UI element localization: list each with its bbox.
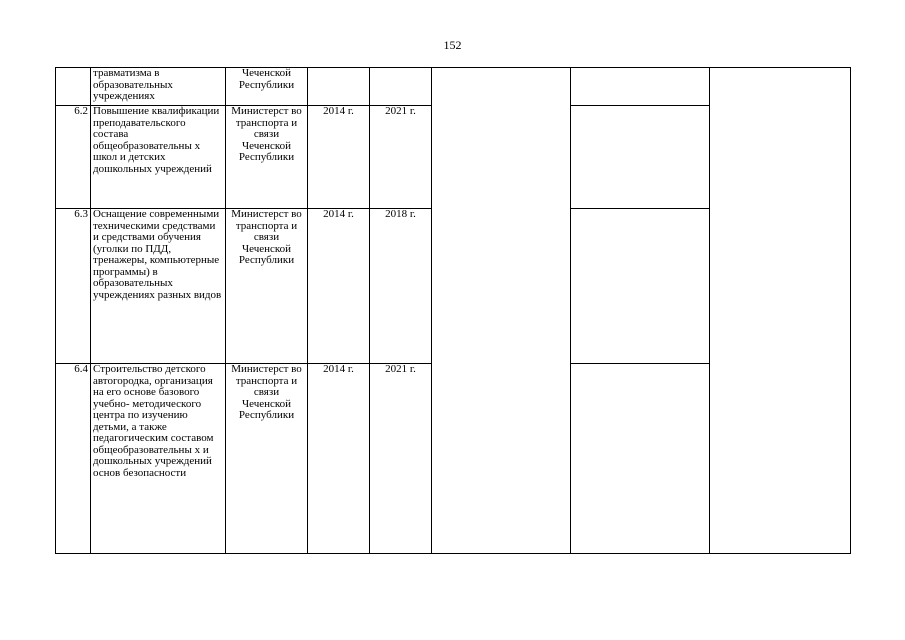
start-year	[308, 68, 370, 106]
executor: Министерст во транспорта и связи Чеченской Республики	[226, 106, 308, 209]
measures-table	[55, 67, 851, 554]
start-year: 2014 г.	[308, 364, 370, 554]
measure-name: Оснащение современными техническими средствами и средствами обучения (уголки по ПДД, тренажеры, компьютерные программы) в образовательных учреждениях разных видов	[91, 209, 226, 364]
measure-name: Повышение квалификации преподавательского состава общеобразовательны х школ и детских дошкольных учреждений	[91, 106, 226, 209]
empty-cell	[571, 364, 710, 554]
executor: Министерст во транспорта и связи Чеченской Республики	[226, 364, 308, 554]
measure-name: Строительство детского автогородка, организация на его основе базового учебно- методического центра по изучению детьми, а также педагогическим составом общеобразовательны х и дошкольных учреждений основ безопасности	[91, 364, 226, 554]
measure-name: травматизма в образовательных учреждениях	[91, 68, 226, 106]
start-year: 2014 г.	[308, 209, 370, 364]
end-year	[370, 68, 432, 106]
merged-empty-cell	[710, 68, 851, 554]
merged-empty-cell	[432, 68, 571, 554]
executor: Чеченской Республики	[226, 68, 308, 106]
end-year: 2021 г.	[370, 364, 432, 554]
end-year: 2018 г.	[370, 209, 432, 364]
empty-cell	[571, 68, 710, 106]
empty-cell	[571, 106, 710, 209]
row-number: 6.2	[56, 106, 91, 209]
start-year: 2014 г.	[308, 106, 370, 209]
row-number: 6.4	[56, 364, 91, 554]
end-year: 2021 г.	[370, 106, 432, 209]
empty-cell	[571, 209, 710, 364]
table-row	[56, 68, 851, 106]
row-number	[56, 68, 91, 106]
executor: Министерст во транспорта и связи Чеченской Республики	[226, 209, 308, 364]
page-number: 152	[443, 38, 462, 52]
row-number: 6.3	[56, 209, 91, 364]
